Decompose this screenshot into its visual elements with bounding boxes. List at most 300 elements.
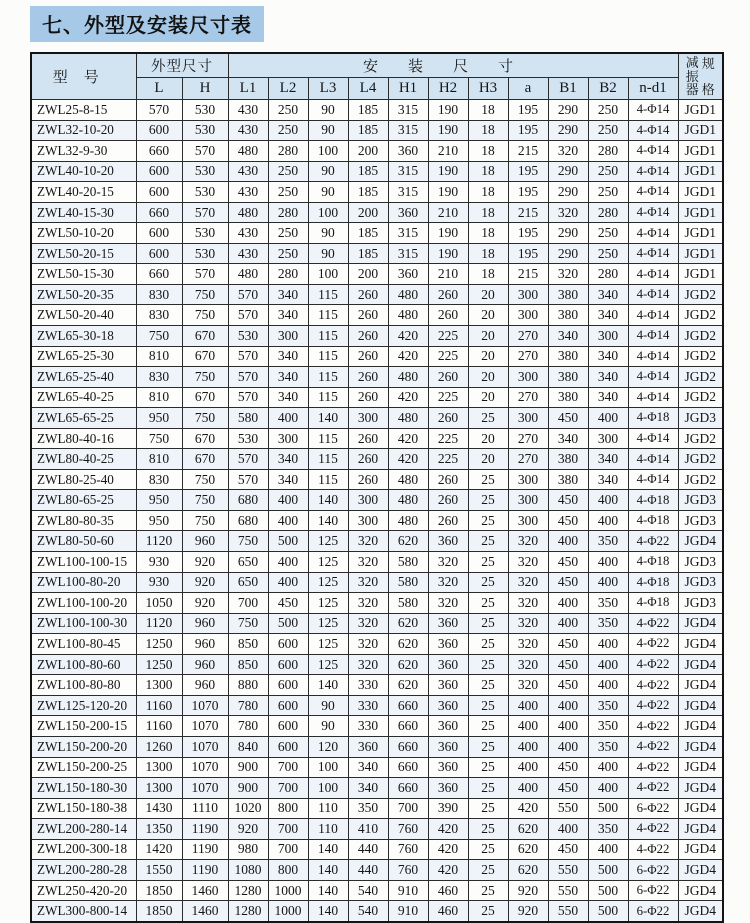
value-cell: 260 — [428, 284, 468, 305]
value-cell: 195 — [508, 223, 548, 244]
value-cell: 250 — [268, 223, 308, 244]
value-cell: 850 — [228, 654, 268, 675]
value-cell: 320 — [548, 141, 588, 162]
value-cell: 570 — [228, 367, 268, 388]
value-cell: 1460 — [182, 901, 228, 922]
bolt-holes-cell: 4-Φ18 — [628, 552, 678, 573]
value-cell: 330 — [348, 695, 388, 716]
bolt-holes-cell: 6-Φ22 — [628, 798, 678, 819]
value-cell: 500 — [588, 880, 628, 901]
value-cell: 350 — [588, 819, 628, 840]
model-cell: ZWL40-20-15 — [31, 182, 136, 203]
value-cell: 115 — [308, 449, 348, 470]
model-cell: ZWL80-40-25 — [31, 449, 136, 470]
damper-spec-cell: JGD4 — [678, 819, 723, 840]
value-cell: 480 — [388, 490, 428, 511]
value-cell: 185 — [348, 161, 388, 182]
value-cell: 25 — [468, 572, 508, 593]
value-cell: 320 — [548, 264, 588, 285]
value-cell: 400 — [268, 510, 308, 531]
value-cell: 250 — [588, 223, 628, 244]
value-cell: 450 — [548, 654, 588, 675]
value-cell: 90 — [308, 182, 348, 203]
bolt-holes-cell: 4-Φ22 — [628, 778, 678, 799]
damper-spec-cell: JGD1 — [678, 161, 723, 182]
value-cell: 600 — [136, 243, 182, 264]
value-cell: 570 — [182, 141, 228, 162]
value-cell: 140 — [308, 490, 348, 511]
value-cell: 250 — [268, 100, 308, 121]
value-cell: 100 — [308, 757, 348, 778]
value-cell: 1550 — [136, 860, 182, 881]
value-cell: 530 — [228, 428, 268, 449]
value-cell: 400 — [588, 408, 628, 429]
value-cell: 620 — [508, 860, 548, 881]
value-cell: 25 — [468, 695, 508, 716]
table-row — [31, 449, 723, 470]
value-cell: 950 — [136, 510, 182, 531]
value-cell: 400 — [508, 695, 548, 716]
value-cell: 300 — [268, 428, 308, 449]
col-header-B1: B1 — [548, 78, 588, 100]
value-cell: 20 — [468, 305, 508, 326]
value-cell: 400 — [508, 757, 548, 778]
value-cell: 350 — [588, 736, 628, 757]
value-cell: 660 — [136, 202, 182, 223]
damper-spec-cell: JGD2 — [678, 387, 723, 408]
value-cell: 250 — [588, 243, 628, 264]
value-cell: 340 — [268, 305, 308, 326]
value-cell: 810 — [136, 387, 182, 408]
value-cell: 830 — [136, 469, 182, 490]
col-header-H1: H1 — [388, 78, 428, 100]
value-cell: 25 — [468, 757, 508, 778]
value-cell: 350 — [588, 531, 628, 552]
value-cell: 1070 — [182, 757, 228, 778]
value-cell: 18 — [468, 120, 508, 141]
bolt-holes-cell: 4-Φ22 — [628, 695, 678, 716]
model-cell: ZWL80-25-40 — [31, 469, 136, 490]
value-cell: 530 — [182, 161, 228, 182]
value-cell: 340 — [588, 449, 628, 470]
bolt-holes-cell: 4-Φ14 — [628, 161, 678, 182]
value-cell: 1300 — [136, 757, 182, 778]
value-cell: 215 — [508, 264, 548, 285]
damper-label: 减 振 器 — [685, 55, 699, 98]
col-header-L4: L4 — [348, 78, 388, 100]
value-cell: 840 — [228, 736, 268, 757]
value-cell: 340 — [588, 387, 628, 408]
table-row — [31, 901, 723, 922]
value-cell: 650 — [228, 572, 268, 593]
value-cell: 920 — [508, 901, 548, 922]
value-cell: 260 — [348, 284, 388, 305]
value-cell: 360 — [428, 736, 468, 757]
value-cell: 380 — [548, 367, 588, 388]
col-header-L1: L1 — [228, 78, 268, 100]
model-cell: ZWL100-100-30 — [31, 613, 136, 634]
value-cell: 450 — [268, 593, 308, 614]
value-cell: 340 — [588, 305, 628, 326]
value-cell: 670 — [182, 346, 228, 367]
value-cell: 1300 — [136, 778, 182, 799]
value-cell: 300 — [508, 510, 548, 531]
bolt-holes-cell: 6-Φ22 — [628, 880, 678, 901]
col-header-L: L — [136, 78, 182, 100]
value-cell: 210 — [428, 141, 468, 162]
value-cell: 600 — [136, 182, 182, 203]
value-cell: 650 — [228, 552, 268, 573]
value-cell: 115 — [308, 387, 348, 408]
value-cell: 530 — [182, 182, 228, 203]
value-cell: 90 — [308, 100, 348, 121]
value-cell: 200 — [348, 264, 388, 285]
value-cell: 140 — [308, 860, 348, 881]
value-cell: 780 — [228, 695, 268, 716]
value-cell: 360 — [428, 716, 468, 737]
table-row — [31, 223, 723, 244]
value-cell: 290 — [548, 243, 588, 264]
table-row — [31, 284, 723, 305]
value-cell: 530 — [182, 120, 228, 141]
value-cell: 350 — [588, 593, 628, 614]
value-cell: 450 — [548, 675, 588, 696]
value-cell: 700 — [228, 593, 268, 614]
value-cell: 400 — [548, 593, 588, 614]
value-cell: 540 — [348, 901, 388, 922]
value-cell: 18 — [468, 182, 508, 203]
table-row — [31, 202, 723, 223]
value-cell: 320 — [348, 531, 388, 552]
value-cell: 25 — [468, 860, 508, 881]
value-cell: 380 — [548, 305, 588, 326]
value-cell: 420 — [428, 819, 468, 840]
table-row — [31, 552, 723, 573]
value-cell: 260 — [428, 490, 468, 511]
value-cell: 570 — [182, 202, 228, 223]
value-cell: 750 — [182, 284, 228, 305]
value-cell: 1050 — [136, 593, 182, 614]
value-cell: 400 — [548, 613, 588, 634]
value-cell: 530 — [182, 243, 228, 264]
value-cell: 530 — [182, 223, 228, 244]
value-cell: 440 — [348, 839, 388, 860]
value-cell: 25 — [468, 819, 508, 840]
value-cell: 800 — [268, 860, 308, 881]
value-cell: 960 — [182, 675, 228, 696]
value-cell: 910 — [388, 901, 428, 922]
value-cell: 25 — [468, 552, 508, 573]
table-row — [31, 798, 723, 819]
value-cell: 185 — [348, 243, 388, 264]
value-cell: 120 — [308, 736, 348, 757]
value-cell: 25 — [468, 654, 508, 675]
bolt-holes-cell: 4-Φ22 — [628, 675, 678, 696]
damper-spec-cell: JGD4 — [678, 634, 723, 655]
value-cell: 460 — [428, 880, 468, 901]
value-cell: 260 — [348, 387, 388, 408]
value-cell: 300 — [508, 284, 548, 305]
model-cell: ZWL100-80-20 — [31, 572, 136, 593]
value-cell: 340 — [348, 778, 388, 799]
value-cell: 125 — [308, 654, 348, 675]
value-cell: 25 — [468, 839, 508, 860]
bolt-holes-cell: 4-Φ14 — [628, 202, 678, 223]
table-row — [31, 161, 723, 182]
value-cell: 300 — [508, 469, 548, 490]
model-cell: ZWL65-65-25 — [31, 408, 136, 429]
damper-spec-cell: JGD1 — [678, 141, 723, 162]
value-cell: 18 — [468, 141, 508, 162]
value-cell: 400 — [268, 490, 308, 511]
value-cell: 280 — [588, 141, 628, 162]
model-cell: ZWL200-300-18 — [31, 839, 136, 860]
value-cell: 400 — [268, 408, 308, 429]
value-cell: 300 — [508, 305, 548, 326]
value-cell: 760 — [388, 819, 428, 840]
value-cell: 570 — [182, 264, 228, 285]
bolt-holes-cell: 4-Φ22 — [628, 654, 678, 675]
table-row — [31, 736, 723, 757]
value-cell: 250 — [588, 161, 628, 182]
bolt-holes-cell: 4-Φ14 — [628, 182, 678, 203]
value-cell: 280 — [268, 264, 308, 285]
value-cell: 225 — [428, 449, 468, 470]
value-cell: 760 — [388, 860, 428, 881]
bolt-holes-cell: 4-Φ22 — [628, 839, 678, 860]
value-cell: 1080 — [228, 860, 268, 881]
value-cell: 195 — [508, 100, 548, 121]
value-cell: 25 — [468, 880, 508, 901]
bolt-holes-cell: 4-Φ18 — [628, 408, 678, 429]
damper-spec-cell: JGD2 — [678, 428, 723, 449]
value-cell: 25 — [468, 778, 508, 799]
model-cell: ZWL65-25-40 — [31, 367, 136, 388]
value-cell: 480 — [388, 367, 428, 388]
damper-spec-cell: JGD1 — [678, 264, 723, 285]
value-cell: 320 — [348, 552, 388, 573]
model-cell: ZWL50-10-20 — [31, 223, 136, 244]
value-cell: 320 — [508, 654, 548, 675]
model-cell: ZWL65-40-25 — [31, 387, 136, 408]
value-cell: 320 — [508, 675, 548, 696]
table-row — [31, 510, 723, 531]
bolt-holes-cell: 4-Φ22 — [628, 531, 678, 552]
value-cell: 125 — [308, 613, 348, 634]
value-cell: 480 — [228, 264, 268, 285]
value-cell: 600 — [136, 223, 182, 244]
damper-spec-cell: JGD3 — [678, 510, 723, 531]
value-cell: 320 — [348, 572, 388, 593]
bolt-holes-cell: 4-Φ14 — [628, 305, 678, 326]
value-cell: 750 — [182, 510, 228, 531]
value-cell: 1850 — [136, 880, 182, 901]
table-row — [31, 675, 723, 696]
value-cell: 450 — [548, 510, 588, 531]
damper-spec-cell: JGD3 — [678, 490, 723, 511]
table-row — [31, 264, 723, 285]
value-cell: 185 — [348, 100, 388, 121]
damper-spec-cell: JGD4 — [678, 778, 723, 799]
value-cell: 260 — [428, 367, 468, 388]
value-cell: 320 — [348, 654, 388, 675]
value-cell: 25 — [468, 901, 508, 922]
bolt-holes-cell: 4-Φ14 — [628, 100, 678, 121]
value-cell: 20 — [468, 387, 508, 408]
damper-spec-cell: JGD3 — [678, 572, 723, 593]
value-cell: 225 — [428, 428, 468, 449]
model-header-cell: 型号 — [31, 53, 136, 100]
value-cell: 250 — [268, 120, 308, 141]
model-cell: ZWL150-200-25 — [31, 757, 136, 778]
value-cell: 360 — [428, 654, 468, 675]
value-cell: 25 — [468, 798, 508, 819]
value-cell: 315 — [388, 182, 428, 203]
value-cell: 18 — [468, 202, 508, 223]
value-cell: 260 — [348, 346, 388, 367]
damper-spec-cell: JGD4 — [678, 798, 723, 819]
value-cell: 300 — [268, 326, 308, 347]
value-cell: 570 — [228, 449, 268, 470]
value-cell: 340 — [548, 428, 588, 449]
value-cell: 800 — [268, 798, 308, 819]
value-cell: 100 — [308, 141, 348, 162]
value-cell: 450 — [548, 839, 588, 860]
table-row — [31, 716, 723, 737]
value-cell: 320 — [428, 593, 468, 614]
value-cell: 25 — [468, 469, 508, 490]
value-cell: 410 — [348, 819, 388, 840]
damper-spec-header — [678, 53, 723, 100]
value-cell: 18 — [468, 223, 508, 244]
value-cell: 830 — [136, 305, 182, 326]
value-cell: 270 — [508, 428, 548, 449]
value-cell: 115 — [308, 428, 348, 449]
value-cell: 250 — [588, 120, 628, 141]
value-cell: 550 — [548, 860, 588, 881]
value-cell: 340 — [588, 367, 628, 388]
value-cell: 830 — [136, 367, 182, 388]
model-cell: ZWL100-80-45 — [31, 634, 136, 655]
value-cell: 480 — [388, 469, 428, 490]
model-cell: ZWL100-100-20 — [31, 593, 136, 614]
value-cell: 115 — [308, 346, 348, 367]
value-cell: 400 — [588, 757, 628, 778]
value-cell: 280 — [268, 141, 308, 162]
value-cell: 350 — [588, 695, 628, 716]
value-cell: 280 — [588, 264, 628, 285]
value-cell: 420 — [428, 860, 468, 881]
damper-spec-cell: JGD4 — [678, 839, 723, 860]
value-cell: 680 — [228, 510, 268, 531]
value-cell: 90 — [308, 243, 348, 264]
value-cell: 580 — [388, 552, 428, 573]
value-cell: 450 — [548, 634, 588, 655]
value-cell: 430 — [228, 223, 268, 244]
value-cell: 400 — [268, 572, 308, 593]
value-cell: 400 — [548, 695, 588, 716]
damper-spec-cell: JGD4 — [678, 880, 723, 901]
value-cell: 750 — [182, 305, 228, 326]
value-cell: 260 — [348, 305, 388, 326]
damper-spec-cell: JGD4 — [678, 716, 723, 737]
value-cell: 315 — [388, 243, 428, 264]
table-row — [31, 305, 723, 326]
value-cell: 1190 — [182, 839, 228, 860]
value-cell: 620 — [388, 675, 428, 696]
value-cell: 260 — [428, 305, 468, 326]
value-cell: 750 — [136, 428, 182, 449]
value-cell: 320 — [428, 572, 468, 593]
value-cell: 420 — [388, 428, 428, 449]
value-cell: 250 — [588, 182, 628, 203]
value-cell: 315 — [388, 120, 428, 141]
value-cell: 20 — [468, 367, 508, 388]
value-cell: 780 — [228, 716, 268, 737]
damper-spec-cell: JGD1 — [678, 223, 723, 244]
value-cell: 420 — [428, 839, 468, 860]
dimensions-table-wrap — [30, 52, 724, 923]
value-cell: 270 — [508, 326, 548, 347]
value-cell: 950 — [136, 408, 182, 429]
damper-spec-cell: JGD2 — [678, 326, 723, 347]
value-cell: 260 — [428, 408, 468, 429]
value-cell: 750 — [182, 408, 228, 429]
value-cell: 1020 — [228, 798, 268, 819]
model-cell: ZWL50-20-15 — [31, 243, 136, 264]
damper-spec-cell: JGD1 — [678, 243, 723, 264]
value-cell: 400 — [588, 675, 628, 696]
value-cell: 570 — [136, 100, 182, 121]
model-cell: ZWL150-180-38 — [31, 798, 136, 819]
value-cell: 300 — [508, 490, 548, 511]
value-cell: 360 — [428, 778, 468, 799]
bolt-holes-cell: 4-Φ14 — [628, 367, 678, 388]
bolt-holes-cell: 4-Φ22 — [628, 613, 678, 634]
col-header-H: H — [182, 78, 228, 100]
value-cell: 430 — [228, 161, 268, 182]
value-cell: 340 — [588, 469, 628, 490]
value-cell: 850 — [228, 634, 268, 655]
value-cell: 125 — [308, 634, 348, 655]
value-cell: 620 — [508, 819, 548, 840]
table-row — [31, 408, 723, 429]
value-cell: 340 — [268, 284, 308, 305]
value-cell: 270 — [508, 449, 548, 470]
value-cell: 20 — [468, 284, 508, 305]
value-cell: 140 — [308, 510, 348, 531]
value-cell: 400 — [548, 716, 588, 737]
value-cell: 340 — [588, 284, 628, 305]
damper-spec-cell: JGD2 — [678, 367, 723, 388]
value-cell: 125 — [308, 572, 348, 593]
value-cell: 315 — [388, 223, 428, 244]
value-cell: 350 — [588, 613, 628, 634]
value-cell: 750 — [182, 367, 228, 388]
table-row — [31, 428, 723, 449]
value-cell: 340 — [268, 449, 308, 470]
value-cell: 750 — [228, 531, 268, 552]
value-cell: 660 — [388, 716, 428, 737]
value-cell: 390 — [428, 798, 468, 819]
value-cell: 450 — [548, 408, 588, 429]
value-cell: 320 — [508, 552, 548, 573]
bolt-holes-cell: 4-Φ14 — [628, 120, 678, 141]
value-cell: 620 — [388, 634, 428, 655]
value-cell: 260 — [348, 326, 388, 347]
value-cell: 340 — [268, 367, 308, 388]
table-row — [31, 141, 723, 162]
